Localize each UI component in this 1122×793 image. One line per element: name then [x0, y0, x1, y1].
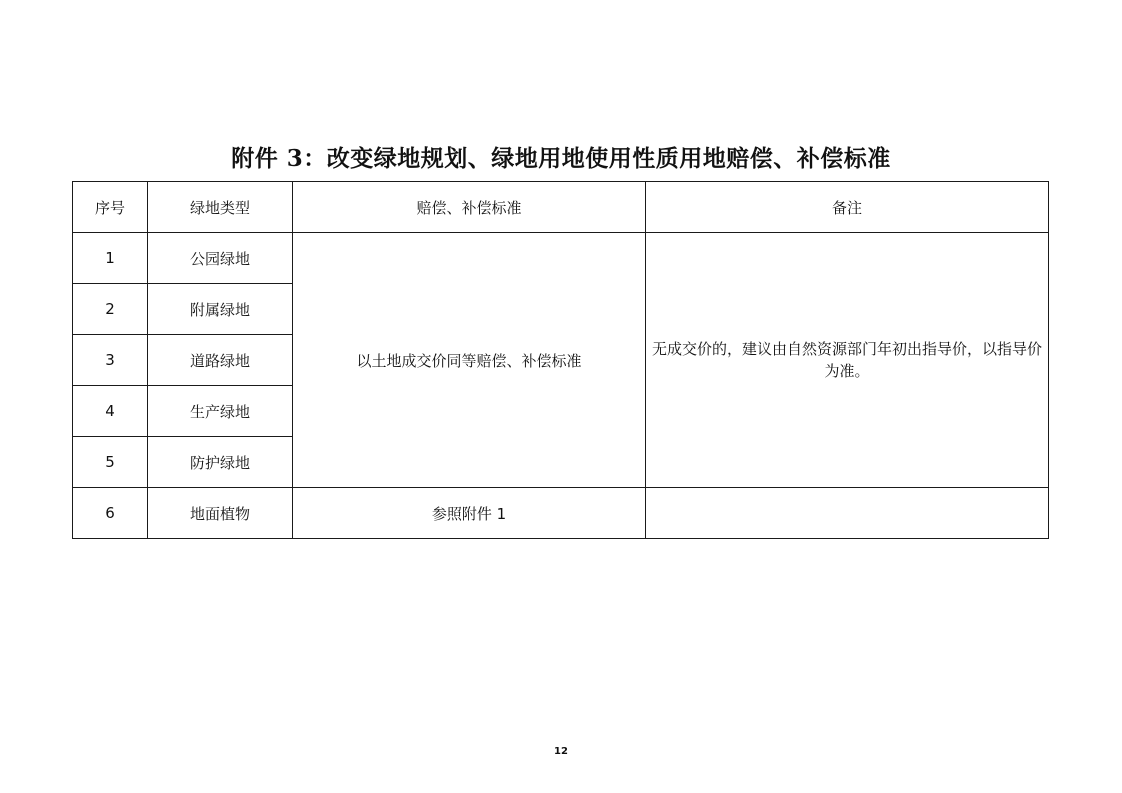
table-header-row — [73, 182, 1049, 233]
header-index: 序号 — [73, 182, 148, 233]
merged-remark-cell: 无成交价的，建议由自然资源部门年初出指导价，以指导价为准。 — [646, 233, 1049, 488]
row-green-type: 道路绿地 — [148, 335, 293, 386]
table-row — [73, 488, 1049, 539]
row-index: 6 — [73, 488, 148, 539]
page-number: 12 — [554, 746, 568, 757]
row-green-type: 防护绿地 — [148, 437, 293, 488]
table-row — [73, 233, 1049, 284]
row-index: 3 — [73, 335, 148, 386]
row-index: 5 — [73, 437, 148, 488]
row-index: 1 — [73, 233, 148, 284]
header-standard: 赔偿、补偿标准 — [293, 182, 646, 233]
row-standard: 参照附件 1 — [293, 488, 646, 539]
header-green-type: 绿地类型 — [148, 182, 293, 233]
row-index: 4 — [73, 386, 148, 437]
row-remark — [646, 488, 1049, 539]
row-green-type: 地面植物 — [148, 488, 293, 539]
compensation-standard-table — [72, 181, 1049, 539]
header-remark: 备注 — [646, 182, 1049, 233]
row-green-type: 生产绿地 — [148, 386, 293, 437]
merged-standard-cell: 以土地成交价同等赔偿、补偿标准 — [293, 233, 646, 488]
row-green-type: 附属绿地 — [148, 284, 293, 335]
page-title: 附件 3：改变绿地规划、绿地用地使用性质用地赔偿、补偿标准 — [231, 145, 891, 172]
row-index: 2 — [73, 284, 148, 335]
row-green-type: 公园绿地 — [148, 233, 293, 284]
